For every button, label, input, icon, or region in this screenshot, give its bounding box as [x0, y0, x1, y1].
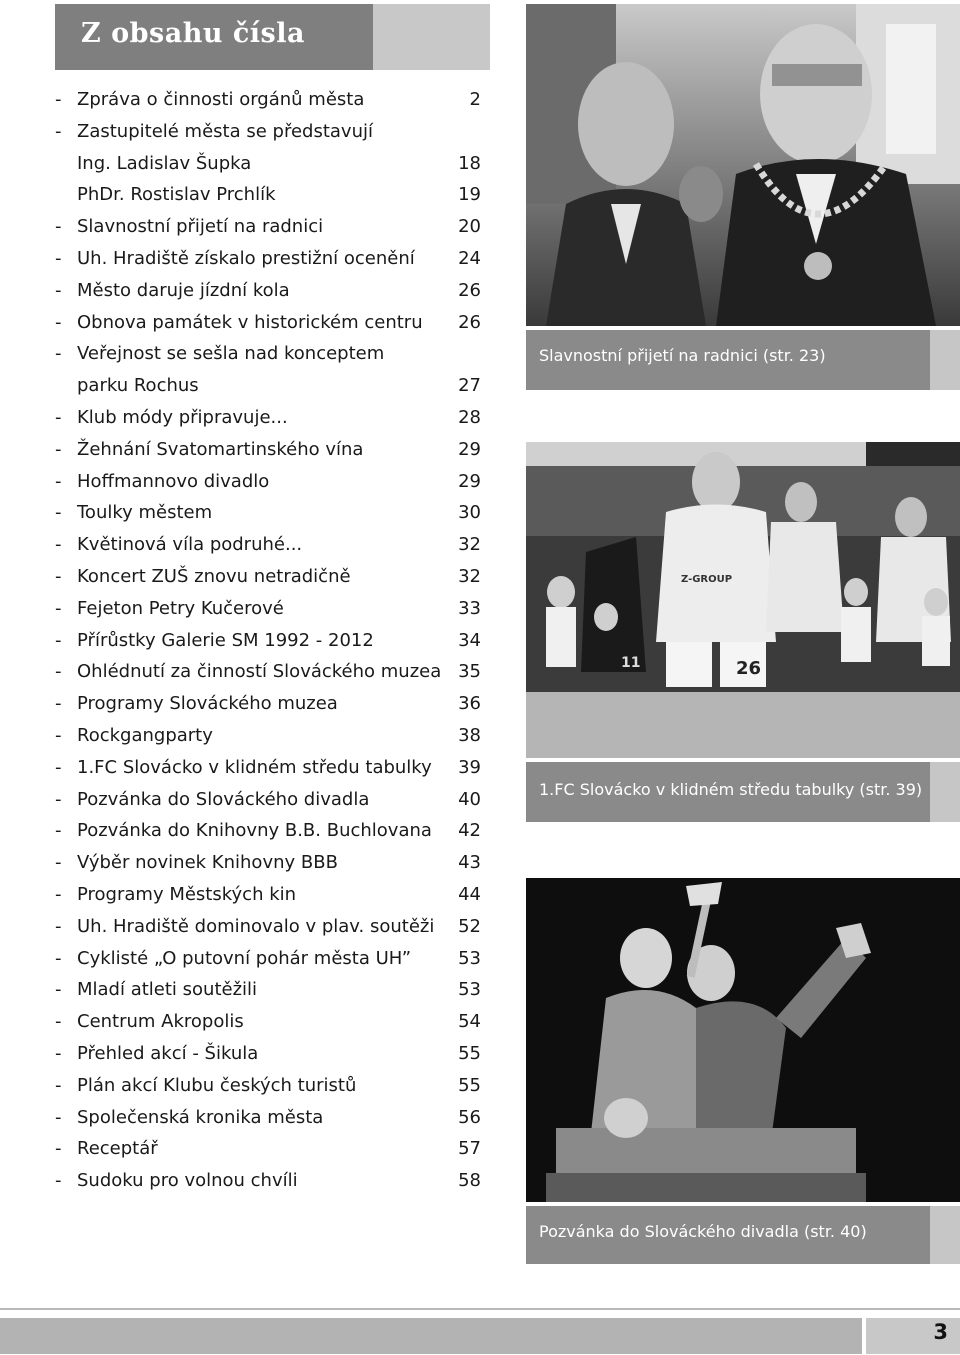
toc-title: Klub módy připravuje... [77, 406, 288, 428]
toc-page-number: 24 [458, 247, 481, 269]
toc-page-number: 30 [458, 502, 481, 524]
toc-bullet: - [55, 406, 62, 428]
toc-entry [55, 116, 485, 148]
toc-bullet: - [55, 502, 62, 524]
caption-text-theatre: Pozvánka do Slováckého divadla (str. 40) [539, 1222, 867, 1241]
toc-entry [55, 720, 485, 752]
toc-title: Rockgangparty [77, 724, 213, 746]
toc-bullet: - [55, 470, 62, 492]
toc-title: 1.FC Slovácko v klidném středu tabulky [77, 756, 432, 778]
caption-football [526, 762, 960, 822]
caption-theatre [526, 1206, 960, 1264]
toc-bullet: - [55, 1106, 62, 1128]
footer-bar [0, 1318, 862, 1354]
toc-entry [55, 148, 485, 180]
toc-title: Programy Slováckého muzea [77, 693, 338, 715]
toc-bullet: - [55, 693, 62, 715]
toc-page-number: 32 [458, 565, 481, 587]
toc-bullet: - [55, 311, 62, 333]
toc-entry [55, 529, 485, 561]
toc-entry [55, 656, 485, 688]
toc-page-number: 42 [458, 820, 481, 842]
toc-bullet: - [55, 1170, 62, 1192]
toc-entry [55, 784, 485, 816]
footer-divider [0, 1308, 960, 1310]
toc-title: PhDr. Rostislav Prchlík [77, 184, 276, 206]
toc-page-number: 32 [458, 534, 481, 556]
toc-bullet: - [55, 279, 62, 301]
toc-page-number: 18 [458, 152, 481, 174]
toc-entry [55, 84, 485, 116]
photo-football-image [526, 442, 960, 758]
toc-bullet: - [55, 756, 62, 778]
toc-entry [55, 911, 485, 943]
caption-stripe [930, 762, 960, 822]
jersey-sponsor: Z-GROUP [681, 574, 733, 585]
toc-title: Veřejnost se sešla nad konceptem [77, 343, 385, 365]
toc-page-number: 39 [458, 756, 481, 778]
toc-title: Žehnání Svatomartinského vína [77, 438, 364, 460]
toc-page-number: 40 [458, 788, 481, 810]
toc-bullet: - [55, 247, 62, 269]
toc-page-number: 52 [458, 915, 481, 937]
toc-entry [55, 625, 485, 657]
toc-bullet: - [55, 1074, 62, 1096]
toc-title: Uh. Hradiště získalo prestižní ocenění [77, 247, 415, 269]
toc-title: Koncert ZUŠ znovu netradičně [77, 565, 351, 587]
toc-bullet: - [55, 597, 62, 619]
toc-bullet: - [55, 820, 62, 842]
toc-entry [55, 275, 485, 307]
toc-page-number: 33 [458, 597, 481, 619]
toc-page-number: 26 [458, 311, 481, 333]
toc-title: Cyklisté „O putovní pohár města UH” [77, 947, 412, 969]
toc-title: Slavnostní přijetí na radnici [77, 216, 324, 238]
toc-entry [55, 1006, 485, 1038]
toc-entry [55, 1165, 485, 1197]
toc-page-number: 54 [458, 1011, 481, 1033]
toc-title: Obnova památek v historickém centru [77, 311, 423, 333]
toc-page-number: 57 [458, 1138, 481, 1160]
toc-bullet: - [55, 565, 62, 587]
toc-entry [55, 434, 485, 466]
toc-bullet: - [55, 89, 62, 110]
toc-bullet: - [55, 534, 62, 556]
toc-entry [55, 1070, 485, 1102]
toc-title: Plán akcí Klubu českých turistů [77, 1074, 357, 1096]
toc-title: Receptář [77, 1138, 158, 1160]
toc-entry [55, 688, 485, 720]
toc-title: Centrum Akropolis [77, 1011, 244, 1033]
toc-page-number: 27 [458, 375, 481, 397]
toc-entry [55, 943, 485, 975]
photo-theatre [526, 878, 960, 1202]
caption-text-reception: Slavnostní přijetí na radnici (str. 23) [539, 346, 826, 365]
toc-title: Programy Městských kin [77, 883, 297, 905]
toc-title: Hoffmannovo divadlo [77, 470, 270, 492]
toc-title: Ohlédnutí za činností Slováckého muzea [77, 661, 442, 683]
toc-title: Sudoku pro volnou chvíli [77, 1170, 298, 1192]
toc-entry [55, 815, 485, 847]
toc-title: Zastupitelé města se představují [77, 120, 373, 142]
jersey-number-26: 26 [736, 658, 762, 679]
page-title: Z obsahu čísla [81, 18, 306, 49]
caption-reception [526, 330, 960, 390]
toc-title: Květinová víla podruhé... [77, 534, 303, 556]
toc-page-number: 35 [458, 661, 481, 683]
toc-page-number: 55 [458, 1042, 481, 1064]
toc-bullet: - [55, 915, 62, 937]
photo-theatre-image [526, 878, 960, 1202]
toc-entry [55, 307, 485, 339]
toc-entry [55, 497, 485, 529]
toc-title: Společenská kronika města [77, 1106, 324, 1128]
toc-title: Výběr novinek Knihovny BBB [77, 852, 338, 874]
toc-title: Přírůstky Galerie SM 1992 - 2012 [77, 629, 374, 651]
toc-entry [55, 211, 485, 243]
toc-bullet: - [55, 438, 62, 460]
photo-reception-image [526, 4, 960, 326]
toc-page-number: 38 [458, 724, 481, 746]
toc-bullet: - [55, 852, 62, 874]
toc-entry [55, 243, 485, 275]
toc-entry [55, 1133, 485, 1165]
toc-page-number: 29 [458, 470, 481, 492]
toc-title: Ing. Ladislav Šupka [77, 152, 252, 174]
toc-title: Fejeton Petry Kučerové [77, 597, 284, 619]
toc-page-number: 2 [469, 89, 481, 110]
toc-page-number: 28 [458, 406, 481, 428]
caption-text-football: 1.FC Slovácko v klidném středu tabulky (str. 39) [539, 780, 923, 799]
toc-bullet: - [55, 1042, 62, 1064]
toc-page-number: 20 [458, 216, 481, 238]
toc-page-number: 26 [458, 279, 481, 301]
toc-page-number: 44 [458, 883, 481, 905]
toc-page-number: 36 [458, 693, 481, 715]
photo-football [526, 442, 960, 758]
toc-entry [55, 847, 485, 879]
toc-bullet: - [55, 216, 62, 238]
section-header [55, 4, 490, 70]
toc-bullet: - [55, 343, 62, 365]
toc-entry [55, 370, 485, 402]
toc-entry [55, 752, 485, 784]
toc-page-number: 29 [458, 438, 481, 460]
caption-stripe [930, 330, 960, 390]
toc-title: Mladí atleti soutěžili [77, 979, 258, 1001]
toc-title: Uh. Hradiště dominovalo v plav. soutěži [77, 915, 435, 937]
toc-title: Pozvánka do Knihovny B.B. Buchlovana [77, 820, 432, 842]
toc-entry [55, 593, 485, 625]
toc-page-number: 58 [458, 1170, 481, 1192]
toc-bullet: - [55, 120, 62, 142]
jersey-number-11: 11 [621, 655, 641, 671]
toc-page-number: 56 [458, 1106, 481, 1128]
toc-title: Přehled akcí - Šikula [77, 1042, 259, 1064]
toc-bullet: - [55, 947, 62, 969]
toc-entry [55, 1038, 485, 1070]
toc-title: Zpráva o činnosti orgánů města [77, 89, 365, 110]
photo-reception [526, 4, 960, 326]
toc-page-number: 53 [458, 979, 481, 1001]
toc-page-number: 43 [458, 852, 481, 874]
toc-entry [55, 561, 485, 593]
toc-title: Toulky městem [77, 502, 213, 524]
page-number: 3 [933, 1320, 948, 1344]
toc-entry [55, 879, 485, 911]
toc-bullet: - [55, 1138, 62, 1160]
toc-page-number: 55 [458, 1074, 481, 1096]
toc-bullet: - [55, 979, 62, 1001]
toc-title: parku Rochus [77, 375, 199, 397]
toc-bullet: - [55, 724, 62, 746]
toc-bullet: - [55, 661, 62, 683]
toc-entry [55, 338, 485, 370]
toc-entry [55, 974, 485, 1006]
toc-entry [55, 466, 485, 498]
toc-bullet: - [55, 1011, 62, 1033]
toc-page-number: 53 [458, 947, 481, 969]
caption-stripe [930, 1206, 960, 1264]
toc-bullet: - [55, 788, 62, 810]
table-of-contents [55, 84, 485, 1197]
toc-title: Pozvánka do Slováckého divadla [77, 788, 370, 810]
toc-page-number: 19 [458, 184, 481, 206]
toc-bullet: - [55, 883, 62, 905]
toc-entry [55, 402, 485, 434]
toc-title: Město daruje jízdní kola [77, 279, 290, 301]
toc-entry [55, 179, 485, 211]
toc-page-number: 34 [458, 629, 481, 651]
toc-bullet: - [55, 629, 62, 651]
toc-entry [55, 1102, 485, 1134]
